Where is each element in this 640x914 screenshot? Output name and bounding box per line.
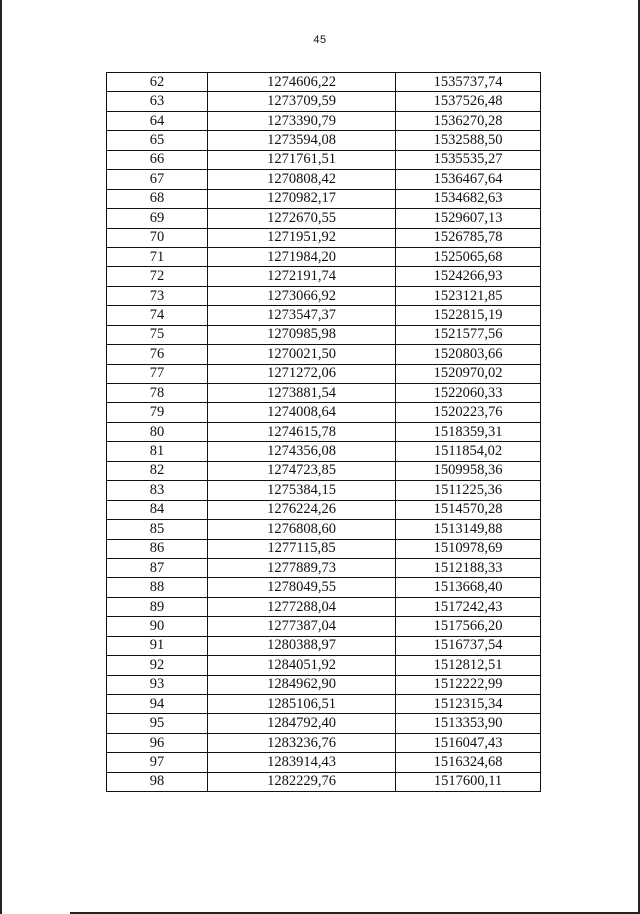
point-number-cell: 80 (107, 422, 208, 441)
x-coordinate-cell: 1274356,08 (208, 442, 396, 461)
table-row (107, 636, 541, 655)
x-coordinate-cell: 1273881,54 (208, 384, 396, 403)
table-row (107, 539, 541, 558)
x-coordinate-cell: 1273594,08 (208, 131, 396, 150)
x-coordinate-cell: 1271761,51 (208, 150, 396, 169)
x-coordinate-cell: 1284051,92 (208, 656, 396, 675)
table-row (107, 772, 541, 791)
point-number-cell: 72 (107, 267, 208, 286)
y-coordinate-cell: 1526785,78 (396, 228, 541, 247)
point-number-cell: 74 (107, 306, 208, 325)
point-number-cell: 81 (107, 442, 208, 461)
table-row (107, 442, 541, 461)
y-coordinate-cell: 1511225,36 (396, 481, 541, 500)
table-row (107, 286, 541, 305)
point-number-cell: 84 (107, 500, 208, 519)
table-row (107, 500, 541, 519)
y-coordinate-cell: 1511854,02 (396, 442, 541, 461)
y-coordinate-cell: 1513668,40 (396, 578, 541, 597)
table-row (107, 384, 541, 403)
x-coordinate-cell: 1284792,40 (208, 714, 396, 733)
point-number-cell: 78 (107, 384, 208, 403)
page-number: 45 (313, 34, 327, 46)
point-number-cell: 87 (107, 558, 208, 577)
y-coordinate-cell: 1525065,68 (396, 247, 541, 266)
point-number-cell: 98 (107, 772, 208, 791)
point-number-cell: 77 (107, 364, 208, 383)
y-coordinate-cell: 1534682,63 (396, 189, 541, 208)
table-row (107, 247, 541, 266)
x-coordinate-cell: 1273066,92 (208, 286, 396, 305)
y-coordinate-cell: 1520223,76 (396, 403, 541, 422)
y-coordinate-cell: 1532588,50 (396, 131, 541, 150)
y-coordinate-cell: 1535737,74 (396, 73, 541, 92)
y-coordinate-cell: 1523121,85 (396, 286, 541, 305)
point-number-cell: 95 (107, 714, 208, 733)
x-coordinate-cell: 1272191,74 (208, 267, 396, 286)
x-coordinate-cell: 1274008,64 (208, 403, 396, 422)
point-number-cell: 66 (107, 150, 208, 169)
point-number-cell: 73 (107, 286, 208, 305)
table-row (107, 150, 541, 169)
table-row (107, 228, 541, 247)
y-coordinate-cell: 1512188,33 (396, 558, 541, 577)
table-row (107, 345, 541, 364)
x-coordinate-cell: 1273547,37 (208, 306, 396, 325)
x-coordinate-cell: 1277889,73 (208, 558, 396, 577)
table-row (107, 325, 541, 344)
point-number-cell: 93 (107, 675, 208, 694)
point-number-cell: 97 (107, 753, 208, 772)
y-coordinate-cell: 1512812,51 (396, 656, 541, 675)
table-row (107, 714, 541, 733)
x-coordinate-cell: 1274723,85 (208, 461, 396, 480)
table-row (107, 189, 541, 208)
table-row (107, 656, 541, 675)
point-number-cell: 75 (107, 325, 208, 344)
point-number-cell: 63 (107, 92, 208, 111)
y-coordinate-cell: 1514570,28 (396, 500, 541, 519)
x-coordinate-cell: 1272670,55 (208, 209, 396, 228)
point-number-cell: 86 (107, 539, 208, 558)
x-coordinate-cell: 1273390,79 (208, 111, 396, 130)
x-coordinate-cell: 1270982,17 (208, 189, 396, 208)
x-coordinate-cell: 1274615,78 (208, 422, 396, 441)
y-coordinate-cell: 1536467,64 (396, 170, 541, 189)
point-number-cell: 65 (107, 131, 208, 150)
y-coordinate-cell: 1516324,68 (396, 753, 541, 772)
point-number-cell: 76 (107, 345, 208, 364)
y-coordinate-cell: 1513149,88 (396, 520, 541, 539)
y-coordinate-cell: 1510978,69 (396, 539, 541, 558)
y-coordinate-cell: 1516047,43 (396, 733, 541, 752)
point-number-cell: 71 (107, 247, 208, 266)
table-row (107, 481, 541, 500)
table-row (107, 675, 541, 694)
table-row (107, 209, 541, 228)
y-coordinate-cell: 1512222,99 (396, 675, 541, 694)
table-row (107, 92, 541, 111)
y-coordinate-cell: 1537526,48 (396, 92, 541, 111)
table-row (107, 267, 541, 286)
table-row (107, 733, 541, 752)
x-coordinate-cell: 1273709,59 (208, 92, 396, 111)
y-coordinate-cell: 1520803,66 (396, 345, 541, 364)
x-coordinate-cell: 1282229,76 (208, 772, 396, 791)
y-coordinate-cell: 1522060,33 (396, 384, 541, 403)
y-coordinate-cell: 1517566,20 (396, 617, 541, 636)
x-coordinate-cell: 1278049,55 (208, 578, 396, 597)
x-coordinate-cell: 1274606,22 (208, 73, 396, 92)
x-coordinate-cell: 1270808,42 (208, 170, 396, 189)
table-row (107, 170, 541, 189)
y-coordinate-cell: 1524266,93 (396, 267, 541, 286)
table-row (107, 597, 541, 616)
table-row (107, 578, 541, 597)
table-row (107, 520, 541, 539)
point-number-cell: 90 (107, 617, 208, 636)
point-number-cell: 62 (107, 73, 208, 92)
x-coordinate-cell: 1277288,04 (208, 597, 396, 616)
table-row (107, 558, 541, 577)
point-number-cell: 94 (107, 695, 208, 714)
x-coordinate-cell: 1276224,26 (208, 500, 396, 519)
point-number-cell: 88 (107, 578, 208, 597)
x-coordinate-cell: 1277387,04 (208, 617, 396, 636)
point-number-cell: 82 (107, 461, 208, 480)
point-number-cell: 64 (107, 111, 208, 130)
x-coordinate-cell: 1276808,60 (208, 520, 396, 539)
x-coordinate-cell: 1271984,20 (208, 247, 396, 266)
x-coordinate-cell: 1283914,43 (208, 753, 396, 772)
table-row (107, 403, 541, 422)
x-coordinate-cell: 1271272,06 (208, 364, 396, 383)
table-row (107, 461, 541, 480)
table-row (107, 617, 541, 636)
table-row (107, 306, 541, 325)
point-number-cell: 70 (107, 228, 208, 247)
x-coordinate-cell: 1285106,51 (208, 695, 396, 714)
page-edge-left (0, 0, 2, 914)
x-coordinate-cell: 1270985,98 (208, 325, 396, 344)
coordinates-table (106, 72, 541, 792)
point-number-cell: 89 (107, 597, 208, 616)
x-coordinate-cell: 1280388,97 (208, 636, 396, 655)
y-coordinate-cell: 1520970,02 (396, 364, 541, 383)
y-coordinate-cell: 1529607,13 (396, 209, 541, 228)
y-coordinate-cell: 1536270,28 (396, 111, 541, 130)
y-coordinate-cell: 1512315,34 (396, 695, 541, 714)
table-row (107, 111, 541, 130)
table-row (107, 753, 541, 772)
table-row (107, 131, 541, 150)
point-number-cell: 92 (107, 656, 208, 675)
coordinates-table-body (107, 73, 541, 792)
y-coordinate-cell: 1521577,56 (396, 325, 541, 344)
y-coordinate-cell: 1535535,27 (396, 150, 541, 169)
table-row (107, 422, 541, 441)
x-coordinate-cell: 1271951,92 (208, 228, 396, 247)
point-number-cell: 96 (107, 733, 208, 752)
table-row (107, 73, 541, 92)
x-coordinate-cell: 1283236,76 (208, 733, 396, 752)
y-coordinate-cell: 1516737,54 (396, 636, 541, 655)
x-coordinate-cell: 1277115,85 (208, 539, 396, 558)
y-coordinate-cell: 1517600,11 (396, 772, 541, 791)
y-coordinate-cell: 1509958,36 (396, 461, 541, 480)
table-row (107, 364, 541, 383)
table-row (107, 695, 541, 714)
point-number-cell: 83 (107, 481, 208, 500)
point-number-cell: 91 (107, 636, 208, 655)
x-coordinate-cell: 1270021,50 (208, 345, 396, 364)
y-coordinate-cell: 1522815,19 (396, 306, 541, 325)
point-number-cell: 67 (107, 170, 208, 189)
x-coordinate-cell: 1284962,90 (208, 675, 396, 694)
point-number-cell: 79 (107, 403, 208, 422)
point-number-cell: 69 (107, 209, 208, 228)
y-coordinate-cell: 1513353,90 (396, 714, 541, 733)
point-number-cell: 68 (107, 189, 208, 208)
x-coordinate-cell: 1275384,15 (208, 481, 396, 500)
point-number-cell: 85 (107, 520, 208, 539)
y-coordinate-cell: 1518359,31 (396, 422, 541, 441)
y-coordinate-cell: 1517242,43 (396, 597, 541, 616)
